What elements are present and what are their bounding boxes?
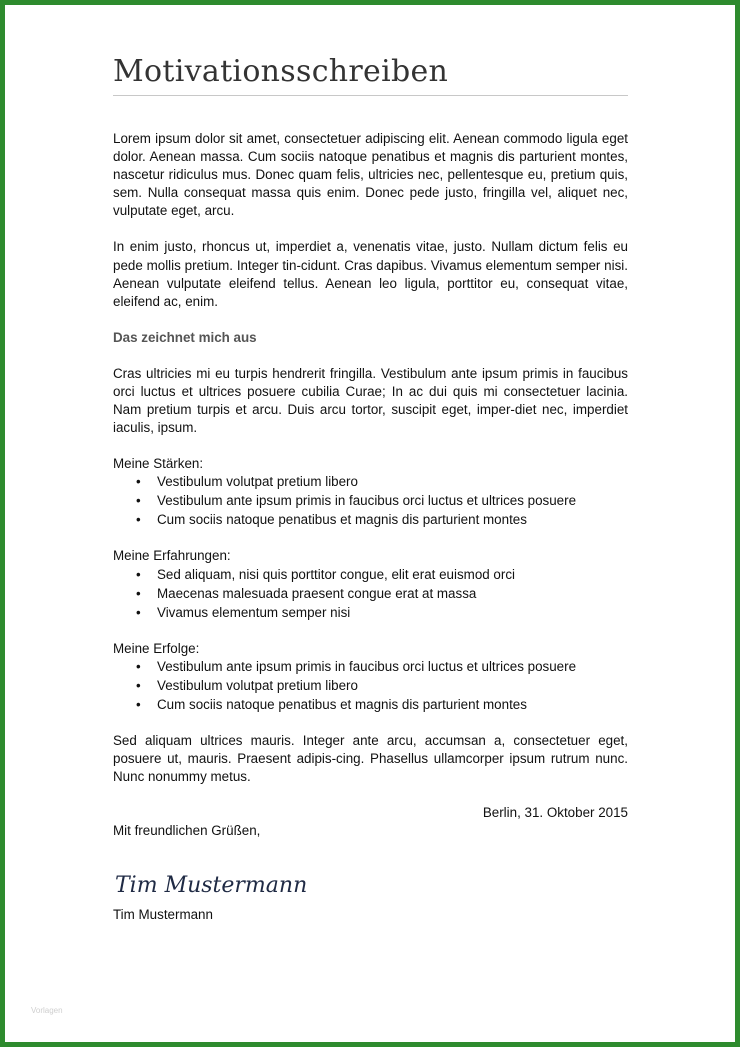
list-item (113, 585, 628, 603)
bullet-icon: • (136, 474, 141, 490)
section-subheading: Das zeichnet mich aus (113, 329, 257, 345)
list-item (113, 511, 628, 529)
successes-label: Meine Erfolge: (113, 640, 200, 656)
experience-label: Meine Erfahrungen: (113, 548, 231, 564)
list-item (113, 696, 628, 714)
strengths-list (113, 473, 628, 529)
bullet-icon: • (136, 512, 141, 528)
list-item-text: Cum sociis natoque penatibus et magnis dis parturient montes (157, 512, 527, 528)
list-item-text: Vestibulum ante ipsum primis in faucibus orci luctus et ultrices posuere (157, 493, 577, 509)
intro-paragraph-2: In enim justo, rhoncus ut, imperdiet a, venenatis vitae, justo. Nullam dictum felis eu pede mollis pretium. Integer tin-cidunt. Cras dapibus. Vivamus elementum semper nisi. Aenean vulputate eleifend tellus. Aenean leo ligula, porttitor eu, consequat vitae, eleifend ac, enim. (113, 239, 628, 309)
strengths-label: Meine Stärken: (113, 456, 204, 472)
list-item (113, 473, 628, 491)
section-paragraph: Cras ultricies mi eu turpis hendrerit fringilla. Vestibulum ante ipsum primis in faucibus orci luctus et ultrices posuere cubilia Curae; In ac dui quis mi consectetuer lacinia. Nam pretium turpis et arcu. Duis arcu tortor, suscipit eget, imper-diet nec, imperdiet iaculis, ipsum. (113, 365, 628, 436)
intro-paragraph-1: Lorem ipsum dolor sit amet, consectetuer adipiscing elit. Aenean commodo ligula eget dolor. Aenean massa. Cum sociis natoque penatibus et magnis dis parturient montes, nascetur ridiculus mus. Donec quam felis, ultricies nec, pellentesque eu, pretium quis, sem. Nulla consequat massa quis enim. Donec pede justo, fringilla vel, aliquet nec, vulputate eget, arcu. (113, 131, 628, 219)
experience-list (113, 566, 628, 622)
title-divider (113, 95, 628, 96)
list-item (113, 604, 628, 622)
list-item (113, 677, 628, 695)
bullet-icon: • (136, 585, 141, 601)
list-item-text: Vestibulum volutpat pretium libero (157, 474, 358, 490)
letter-body (113, 130, 628, 840)
list-item-text: Vestibulum volutpat pretium libero (157, 677, 358, 693)
bullet-icon: • (136, 677, 141, 693)
list-item-text: Vivamus elementum semper nisi (157, 604, 351, 620)
handwritten-signature (113, 862, 313, 902)
salutation: Mit freundlichen Grüßen, (113, 823, 261, 839)
watermark-text: Vorlagen (31, 1006, 63, 1015)
bullet-icon: • (136, 696, 141, 712)
closing-paragraph: Sed aliquam ultrices mauris. Integer ante arcu, accumsan a, consectetuer eget, posuere ut, mauris. Praesent adipis-cing. Phasellus ullamcorper ipsum rutrum nunc. Nunc nonummy metus. (113, 732, 628, 784)
signature-text: Tim Mustermann (115, 873, 308, 898)
bullet-icon: • (136, 493, 141, 509)
list-item-text: Vestibulum ante ipsum primis in faucibus orci luctus et ultrices posuere (157, 658, 577, 674)
list-item-text: Cum sociis natoque penatibus et magnis dis parturient montes (157, 696, 527, 712)
successes-list (113, 658, 628, 714)
list-item (113, 492, 628, 510)
document-title: Motivationsschreiben (113, 54, 449, 89)
list-item-text: Sed aliquam, nisi quis porttitor congue, elit erat euismod orci (157, 566, 516, 582)
list-item-text: Maecenas malesuada praesent congue erat at massa (157, 585, 477, 601)
bullet-icon: • (136, 566, 141, 582)
list-item (113, 566, 628, 584)
printed-name: Tim Mustermann (113, 907, 213, 922)
bullet-icon: • (136, 658, 141, 674)
list-item (113, 658, 628, 676)
place-date: Berlin, 31. Oktober 2015 (482, 805, 628, 821)
bullet-icon: • (136, 604, 141, 620)
